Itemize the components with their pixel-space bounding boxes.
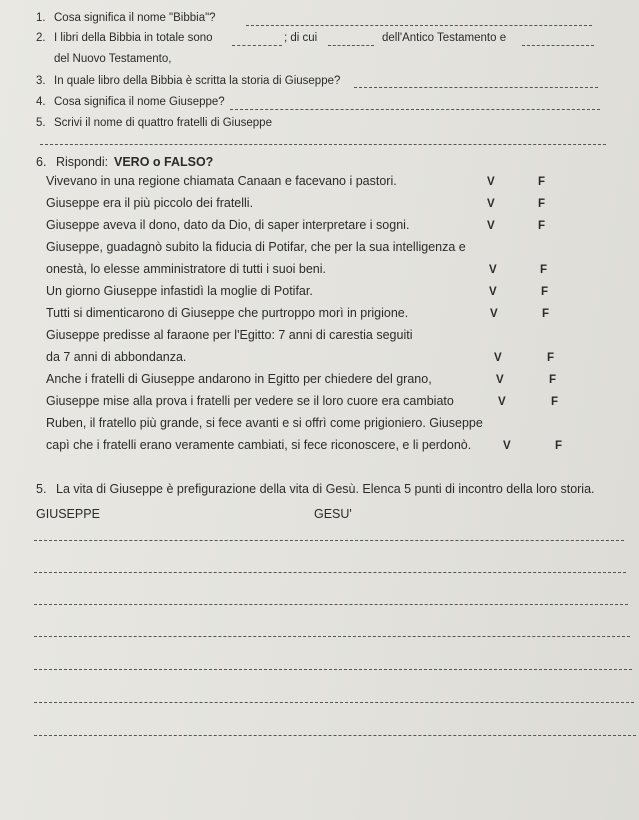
answer-line[interactable] [34,540,624,541]
tf-1-true[interactable]: V [487,176,495,188]
tf-3-false[interactable]: F [538,220,546,232]
q4-text: Cosa significa il nome Giuseppe? [54,96,225,108]
q5-answer-line[interactable] [40,144,606,145]
q2-blank-new[interactable] [522,45,594,46]
tf-5-true[interactable]: V [489,286,497,298]
q7-text: La vita di Giuseppe è prefigurazione della vita di Gesù. Elenca 5 punti di incontro della loro storia. [56,482,595,496]
column-header-gesu: GESU' [314,507,352,521]
q4-answer-line[interactable] [230,109,600,110]
tf-7-false[interactable]: F [547,352,555,364]
tf-statement-10-line-1: Ruben, il fratello più grande, si fece avanti e si offrì come prigioniero. Giuseppe [46,416,483,430]
tf-statement-2: Giuseppe era il più piccolo dei fratelli. [46,196,254,210]
tf-statement-5: Un giorno Giuseppe infastidì la moglie di Potifar. [46,284,313,298]
q6-label: Rispondi: [56,155,109,169]
tf-statement-4-line-1: Giuseppe, guadagnò subito la fiducia di Potifar, che per la sua intelligenza e [46,240,466,254]
answer-line[interactable] [34,702,634,703]
answer-line[interactable] [34,604,628,605]
tf-4-true[interactable]: V [489,264,497,276]
tf-statement-7-line-2: da 7 anni di abbondanza. [46,350,187,364]
q2-text-b: ; di cui [284,32,318,44]
q6-label-bold: VERO o FALSO? [114,155,214,169]
tf-8-false[interactable]: F [549,374,557,386]
q1-answer-line[interactable] [246,25,592,26]
q3-text: In quale libro della Bibbia è scritta la storia di Giuseppe? [54,75,341,87]
q3-answer-line[interactable] [354,87,598,88]
q2-text-d: del Nuovo Testamento, [54,53,172,65]
tf-3-true[interactable]: V [487,220,495,232]
tf-6-true[interactable]: V [490,308,498,320]
tf-statement-8: Anche i fratelli di Giuseppe andarono in Egitto per chiedere del grano, [46,372,432,386]
tf-4-false[interactable]: F [540,264,548,276]
tf-6-false[interactable]: F [542,308,550,320]
q2-text-c: dell'Antico Testamento e [382,32,507,44]
answer-line[interactable] [34,636,630,637]
tf-statement-3: Giuseppe aveva il dono, dato da Dio, di saper interpretare i sogni. [46,218,410,232]
q7-number: 5. [36,482,47,496]
tf-10-false[interactable]: F [555,440,563,452]
column-header-giuseppe: GIUSEPPE [36,507,100,521]
answer-line[interactable] [34,572,626,573]
tf-5-false[interactable]: F [541,286,549,298]
q4-number: 4. [36,96,46,108]
tf-10-true[interactable]: V [503,440,511,452]
tf-statement-1: Vivevano in una regione chiamata Canaan e facevano i pastori. [46,174,397,188]
q3-number: 3. [36,75,46,87]
q5-number: 5. [36,117,46,129]
tf-1-false[interactable]: F [538,176,546,188]
tf-8-true[interactable]: V [496,374,504,386]
tf-statement-4-line-2: onestà, lo elesse amministratore di tutti i suoi beni. [46,262,326,276]
answer-line[interactable] [34,669,632,670]
q1-text: Cosa significa il nome "Bibbia"? [54,12,216,24]
q6-number: 6. [36,155,47,169]
tf-statement-9: Giuseppe mise alla prova i fratelli per vedere se il loro cuore era cambiato [46,394,454,408]
tf-2-false[interactable]: F [538,198,546,210]
q2-blank-old[interactable] [328,45,374,46]
q2-blank-total[interactable] [232,45,282,46]
tf-2-true[interactable]: V [487,198,495,210]
q5-text: Scrivi il nome di quattro fratelli di Giuseppe [54,117,272,129]
tf-9-true[interactable]: V [498,396,506,408]
tf-statement-6: Tutti si dimenticarono di Giuseppe che purtroppo morì in prigione. [46,306,409,320]
tf-7-true[interactable]: V [494,352,502,364]
tf-statement-10-line-2: capì che i fratelli erano veramente cambiati, si fece riconoscere, e li perdonò. [46,438,472,452]
q1-number: 1. [36,12,46,24]
q2-text-a: I libri della Bibbia in totale sono [54,32,213,44]
tf-9-false[interactable]: F [551,396,559,408]
answer-line[interactable] [34,735,636,736]
q2-number: 2. [36,32,46,44]
tf-statement-7-line-1: Giuseppe predisse al faraone per l'Egitto: 7 anni di carestia seguiti [46,328,413,342]
